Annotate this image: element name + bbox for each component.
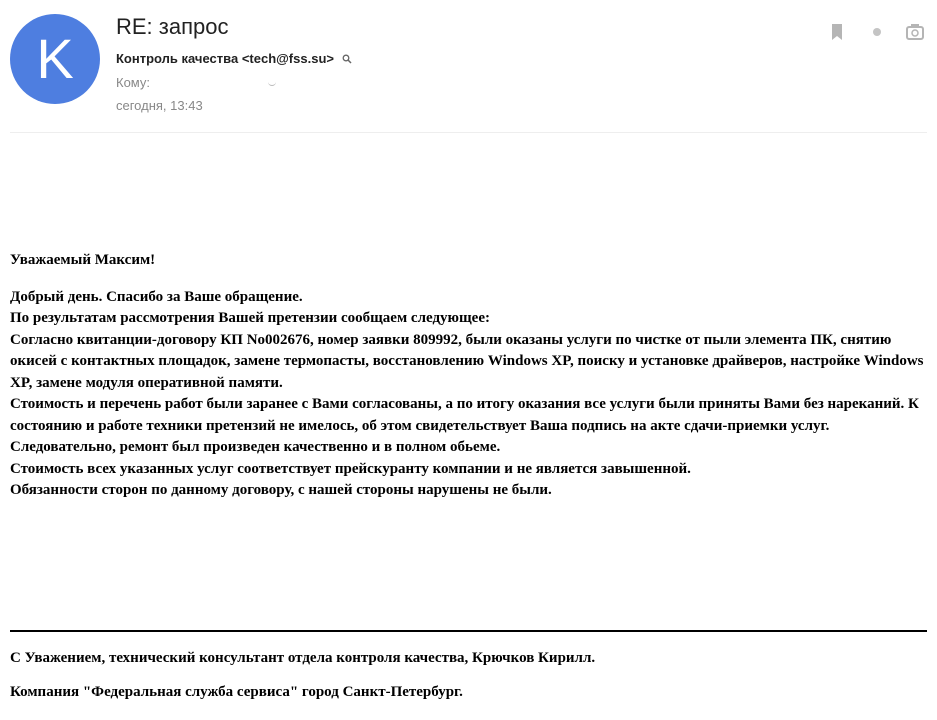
camera-icon[interactable] [905,22,925,42]
sender-email[interactable]: <tech@fss.su> [241,51,334,66]
body-line: Согласно квитанции-договору КП No002676, номер заявки 809992, были оказаны услуги по чистке от пыли элемента ПК, снятию окисей с контактных площадок, замене термопасты, восстановлению Windows XP, поиску и установке драйверов, настройке Windows XP, замене модуля оперативной памяти. [10,331,924,391]
dot-icon[interactable] [867,22,887,42]
message-header [0,0,937,133]
body-line: Обязанности сторон по данному договору, с нашей стороны нарушены не были. [10,482,552,498]
header-divider [10,132,927,133]
body-line: Добрый день. Спасибо за Ваше обращение. [10,288,303,305]
signature [10,648,927,703]
greeting: Уважаемый Максим! [10,252,156,268]
bookmark-icon[interactable] [827,22,847,42]
recipient-line [116,75,264,90]
sender-line [116,51,352,67]
to-label: Кому: [116,75,150,90]
search-icon[interactable] [342,52,352,67]
message-subject: RE: запрос [116,14,229,39]
body-line: Стоимость и перечень работ были заранее с Вами согласованы, а по итогу оказания все услуги были приняты Вами без нареканий. К состоянию и работе техники претензий не имелось, об этом свидетельствует Ваша подпись на акте сдачи-приемки услуг. Следовательно, ремонт был произведен качественно и в полном обьеме. [10,396,919,455]
signature-author: С Уважением, технический консультант отдела контроля качества, Крючков Кирилл. [10,650,596,666]
sender-avatar[interactable]: K [10,14,100,104]
body-line: По результатам рассмотрения Вашей претензии сообщаем следующее: [10,310,490,326]
sender-name[interactable]: Контроль качества [116,51,239,66]
recipient-value[interactable] [154,79,264,89]
message-body [10,250,927,502]
message-actions [827,22,927,42]
body-line: Стоимость всех указанных услуг соответствует прейскуранту компании и не является завышенной. [10,460,691,477]
signature-company: Компания "Федеральная служба сервиса" город Санкт-Петербург. [10,683,463,700]
message-date: сегодня, 13:43 [116,98,203,113]
signature-divider [10,630,927,632]
